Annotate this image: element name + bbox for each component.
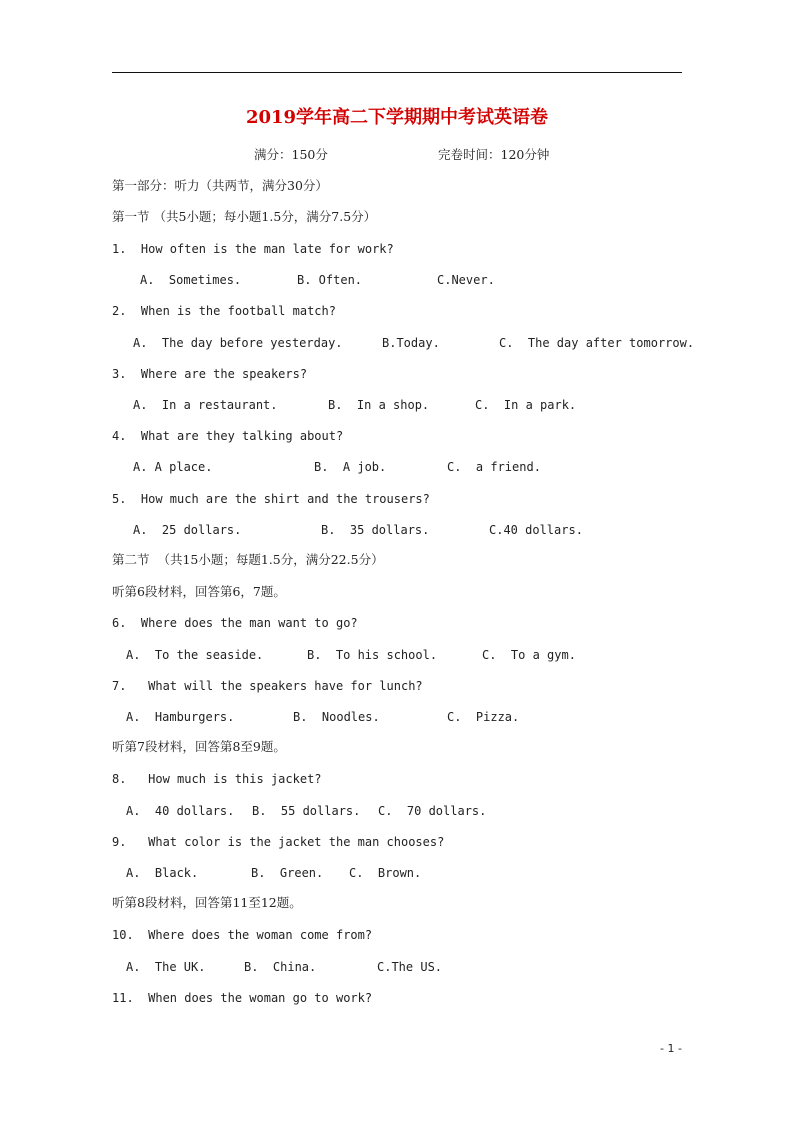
question-11: 11. When does the woman go to work? [112,991,373,1005]
option-1c: C.Never. [437,273,495,287]
option-1a: A. Sometimes. [140,273,242,287]
option-7a: A. Hamburgers. [126,710,235,724]
question-2: 2. When is the football match? [112,304,336,318]
option-5c: C.40 dollars. [489,523,583,537]
listening-note: 听第6段材料，回答第6，7题。 [112,584,286,599]
option-10c: C.The US. [377,960,443,974]
header-rule [112,72,682,73]
option-2a: A. The day before yesterday. [133,336,343,350]
part-heading: 第一部分：听力（共两节，满分30分） [112,178,328,193]
option-4a: A. A place. [133,460,213,474]
option-9a: A. Black. [126,866,199,880]
option-3c: C. In a park. [475,398,577,412]
section-heading: 第一节 （共5小题；每小题1.5分，满分7.5分） [112,209,377,224]
option-8b: B. 55 dollars. [252,804,361,818]
page-title: 2019学年高二下学期期中考试英语卷 [245,107,549,128]
exam-time: 完卷时间：120分钟 [438,147,550,162]
listening-note: 听第8段材料，回答第11至12题。 [112,895,302,910]
listening-note: 听第7段材料，回答第8至9题。 [112,739,286,754]
option-5a: A. 25 dollars. [133,523,242,537]
option-3a: A. In a restaurant. [133,398,278,412]
section-heading: 第二节 （共15小题；每题1.5分，满分22.5分） [112,552,384,567]
option-6c: C. To a gym. [482,648,576,662]
option-9c: C. Brown. [349,866,422,880]
option-1b: B. Often. [297,273,363,287]
option-10a: A. The UK. [126,960,206,974]
option-6a: A. To the seaside. [126,648,264,662]
option-6b: B. To his school. [307,648,438,662]
option-9b: B. Green. [251,866,324,880]
option-4c: C. a friend. [447,460,541,474]
question-10: 10. Where does the woman come from? [112,928,373,942]
option-2c: C. The day after tomorrow. [499,336,695,350]
question-5: 5. How much are the shirt and the trousers? [112,492,430,506]
option-3b: B. In a shop. [328,398,430,412]
option-4b: B. A job. [314,460,387,474]
option-5b: B. 35 dollars. [321,523,430,537]
question-8: 8. How much is this jacket? [112,772,322,786]
option-10b: B. China. [244,960,317,974]
option-7b: B. Noodles. [293,710,380,724]
option-7c: C. Pizza. [447,710,520,724]
full-score: 满分：150分 [254,147,328,162]
question-6: 6. Where does the man want to go? [112,616,358,630]
question-7: 7. What will the speakers have for lunch? [112,679,423,693]
question-1: 1. How often is the man late for work? [112,242,394,256]
option-2b: B.Today. [382,336,440,350]
option-8c: C. 70 dollars. [378,804,487,818]
question-4: 4. What are they talking about? [112,429,344,443]
option-8a: A. 40 dollars. [126,804,235,818]
question-9: 9. What color is the jacket the man chooses? [112,835,445,849]
question-3: 3. Where are the speakers? [112,367,308,381]
page-number: - 1 - [660,1042,682,1055]
